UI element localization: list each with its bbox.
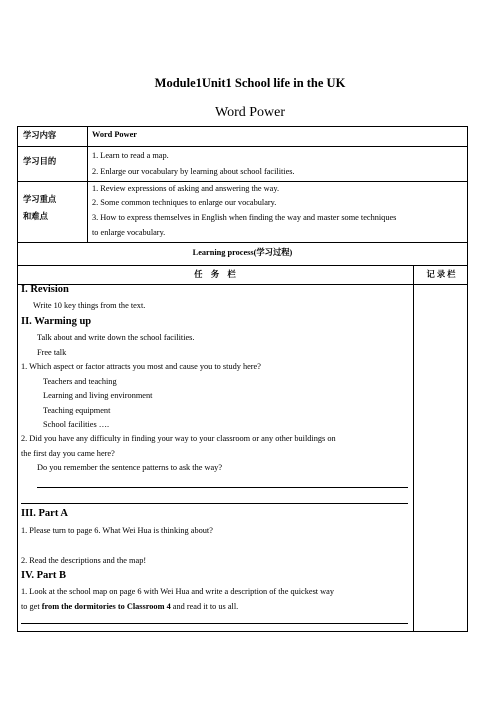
question-2-cont: the first day you came here? [21, 449, 115, 458]
process-title: Learning process(学习过程) [192, 248, 293, 257]
question-1: 1. Which aspect or factor attracts you most and cause you to study here? [21, 362, 261, 371]
part-b-question-1: 1. Look at the school map on page 6 with Wei Hua and write a description of the quickest way [21, 587, 334, 596]
focus-item: 1. Review expressions of asking and answering the way. [92, 184, 280, 193]
task-column-header: 任 务 栏 [194, 270, 236, 279]
focus-item: to enlarge vocabulary. [92, 228, 166, 237]
option-item: School facilities …. [43, 420, 110, 429]
notes-column-header: 记 录 栏 [426, 270, 456, 279]
lesson-table [17, 126, 468, 632]
option-item: Teachers and teaching [43, 377, 117, 386]
answer-line [37, 487, 408, 488]
part-b-question-1-cont [21, 601, 238, 614]
option-item: Teaching equipment [43, 406, 111, 415]
section-part-a-title: III. Part A [21, 508, 68, 519]
focus-label-line2: 和难点 [23, 212, 48, 221]
content-label: 学习内容 [23, 131, 57, 140]
part-a-question-1: 1. Please turn to page 6. What Wei Hua is thinking about? [21, 526, 213, 535]
focus-item: 2. Some common techniques to enlarge our vocabulary. [92, 198, 277, 207]
revision-text: Write 10 key things from the text. [33, 301, 146, 310]
document-title: Module1Unit1 School life in the UK [154, 76, 346, 90]
free-talk-text: Free talk [37, 348, 67, 357]
part-b-text-pre: to get [21, 602, 42, 611]
focus-label-line1: 学习重点 [23, 195, 57, 204]
goal-item: 2. Enlarge our vocabulary by learning about school facilities. [92, 167, 295, 176]
option-item: Learning and living environment [43, 391, 153, 400]
content-value: Word Power [92, 130, 137, 139]
focus-item: 3. How to express themselves in English when finding the way and master some techniques [92, 213, 397, 222]
part-b-text-post: and read it to us all. [170, 602, 239, 611]
section-revision-title: I. Revision [21, 284, 69, 295]
warming-text: Talk about and write down the school facilities. [37, 333, 195, 342]
part-b-route: from the dormitories to Classroom 4 [41, 602, 171, 611]
question-2-followup: Do you remember the sentence patterns to ask the way? [37, 463, 222, 472]
answer-line [21, 503, 408, 504]
section-warming-title: II. Warming up [21, 316, 92, 327]
question-2: 2. Did you have any difficulty in finding your way to your classroom or any other buildings on [21, 434, 336, 443]
part-a-question-2: 2. Read the descriptions and the map! [21, 556, 147, 565]
document-subtitle: Word Power [214, 105, 286, 120]
goals-label: 学习目的 [23, 157, 57, 166]
answer-line [21, 623, 408, 624]
goal-item: 1. Learn to read a map. [92, 151, 169, 160]
section-part-b-title: IV. Part B [21, 570, 67, 581]
